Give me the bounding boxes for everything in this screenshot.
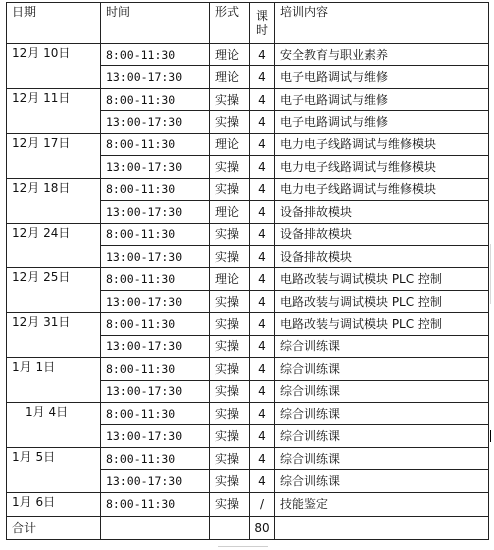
table-row bbox=[7, 178, 489, 200]
form-cell: 实操 bbox=[210, 245, 250, 267]
content-cell: 设备排故模块 bbox=[275, 201, 489, 223]
date-cell: 1月 4日 bbox=[7, 403, 101, 448]
time-cell: 13:00-17:30 bbox=[101, 470, 210, 492]
form-cell: 实操 bbox=[210, 492, 250, 516]
page-edge-mark-upper bbox=[490, 244, 491, 304]
table-row bbox=[7, 44, 489, 66]
hours-cell: / bbox=[250, 492, 275, 516]
hours-cell: 4 bbox=[250, 313, 275, 335]
content-cell: 电力电子线路调试与维修模块 bbox=[275, 156, 489, 178]
date-cell: 12月 25日 bbox=[7, 268, 101, 313]
hours-cell: 4 bbox=[250, 447, 275, 469]
total-content-empty bbox=[275, 517, 489, 539]
header-hours-line1: 课 bbox=[255, 9, 268, 23]
content-cell: 综合训练课 bbox=[275, 380, 489, 402]
time-cell: 13:00-17:30 bbox=[101, 380, 210, 402]
time-cell: 8:00-11:30 bbox=[101, 403, 210, 425]
time-cell: 8:00-11:30 bbox=[101, 178, 210, 200]
hours-cell: 4 bbox=[250, 44, 275, 66]
page-edge-line-bottom bbox=[218, 546, 268, 547]
training-schedule-table bbox=[6, 2, 489, 540]
form-cell: 实操 bbox=[210, 111, 250, 133]
form-cell: 理论 bbox=[210, 66, 250, 88]
form-cell: 理论 bbox=[210, 44, 250, 66]
date-cell: 1月 6日 bbox=[7, 492, 101, 516]
form-cell: 实操 bbox=[210, 223, 250, 245]
time-cell: 8:00-11:30 bbox=[101, 447, 210, 469]
form-cell: 实操 bbox=[210, 335, 250, 357]
hours-cell: 4 bbox=[250, 290, 275, 312]
date-cell: 12月 18日 bbox=[7, 178, 101, 223]
date-cell: 12月 10日 bbox=[7, 44, 101, 89]
content-cell: 综合训练课 bbox=[275, 447, 489, 469]
content-cell: 技能鉴定 bbox=[275, 492, 489, 516]
form-cell: 实操 bbox=[210, 290, 250, 312]
hours-cell: 4 bbox=[250, 88, 275, 110]
form-cell: 实操 bbox=[210, 403, 250, 425]
date-cell: 1月 1日 bbox=[7, 358, 101, 403]
time-cell: 8:00-11:30 bbox=[101, 358, 210, 380]
table-row bbox=[7, 403, 489, 425]
table-row bbox=[7, 268, 489, 290]
table-row bbox=[7, 358, 489, 380]
table-row bbox=[7, 133, 489, 155]
form-cell: 实操 bbox=[210, 88, 250, 110]
time-cell: 13:00-17:30 bbox=[101, 201, 210, 223]
time-cell: 8:00-11:30 bbox=[101, 133, 210, 155]
header-form: 形式 bbox=[210, 3, 250, 44]
content-cell: 电子电路调试与维修 bbox=[275, 66, 489, 88]
form-cell: 实操 bbox=[210, 470, 250, 492]
time-cell: 13:00-17:30 bbox=[101, 425, 210, 447]
content-cell: 电路改装与调试模块 PLC 控制 bbox=[275, 268, 489, 290]
content-cell: 综合训练课 bbox=[275, 403, 489, 425]
form-cell: 实操 bbox=[210, 380, 250, 402]
form-cell: 实操 bbox=[210, 156, 250, 178]
schedule-sheet bbox=[6, 2, 489, 540]
content-cell: 安全教育与职业素养 bbox=[275, 44, 489, 66]
time-cell: 8:00-11:30 bbox=[101, 268, 210, 290]
date-cell: 12月 24日 bbox=[7, 223, 101, 268]
hours-cell: 4 bbox=[250, 470, 275, 492]
time-cell: 13:00-17:30 bbox=[101, 156, 210, 178]
table-row bbox=[7, 447, 489, 469]
table-row bbox=[7, 223, 489, 245]
content-cell: 电力电子线路调试与维修模块 bbox=[275, 133, 489, 155]
time-cell: 13:00-17:30 bbox=[101, 290, 210, 312]
table-row bbox=[7, 88, 489, 110]
content-cell: 综合训练课 bbox=[275, 425, 489, 447]
content-cell: 电路改装与调试模块 PLC 控制 bbox=[275, 290, 489, 312]
date-cell: 12月 31日 bbox=[7, 313, 101, 358]
content-cell: 设备排故模块 bbox=[275, 223, 489, 245]
header-time: 时间 bbox=[101, 3, 210, 44]
content-cell: 综合训练课 bbox=[275, 358, 489, 380]
form-cell: 实操 bbox=[210, 358, 250, 380]
hours-cell: 4 bbox=[250, 380, 275, 402]
time-cell: 8:00-11:30 bbox=[101, 44, 210, 66]
form-cell: 实操 bbox=[210, 313, 250, 335]
header-date: 日期 bbox=[7, 3, 101, 44]
hours-cell: 4 bbox=[250, 403, 275, 425]
hours-cell: 4 bbox=[250, 335, 275, 357]
total-form-empty bbox=[210, 517, 250, 539]
form-cell: 理论 bbox=[210, 133, 250, 155]
table-row bbox=[7, 492, 489, 516]
hours-cell: 4 bbox=[250, 223, 275, 245]
time-cell: 13:00-17:30 bbox=[101, 335, 210, 357]
date-cell: 12月 17日 bbox=[7, 133, 101, 178]
hours-cell: 4 bbox=[250, 66, 275, 88]
table-row bbox=[7, 313, 489, 335]
hours-cell: 4 bbox=[250, 111, 275, 133]
header-content: 培训内容 bbox=[275, 3, 489, 44]
hours-cell: 4 bbox=[250, 178, 275, 200]
form-cell: 实操 bbox=[210, 178, 250, 200]
time-cell: 8:00-11:30 bbox=[101, 223, 210, 245]
header-row bbox=[7, 3, 489, 44]
content-cell: 设备排故模块 bbox=[275, 245, 489, 267]
content-cell: 电子电路调试与维修 bbox=[275, 111, 489, 133]
time-cell: 13:00-17:30 bbox=[101, 245, 210, 267]
header-hours bbox=[250, 3, 275, 44]
time-cell: 13:00-17:30 bbox=[101, 111, 210, 133]
time-cell: 8:00-11:30 bbox=[101, 492, 210, 516]
hours-cell: 4 bbox=[250, 358, 275, 380]
hours-cell: 4 bbox=[250, 133, 275, 155]
total-hours: 80 bbox=[250, 517, 275, 539]
form-cell: 实操 bbox=[210, 425, 250, 447]
content-cell: 电路改装与调试模块 PLC 控制 bbox=[275, 313, 489, 335]
total-time-empty bbox=[101, 517, 210, 539]
content-cell: 电力电子线路调试与维修模块 bbox=[275, 178, 489, 200]
header-hours-line2: 时 bbox=[255, 23, 268, 37]
hours-cell: 4 bbox=[250, 245, 275, 267]
form-cell: 实操 bbox=[210, 447, 250, 469]
time-cell: 8:00-11:30 bbox=[101, 313, 210, 335]
time-cell: 8:00-11:30 bbox=[101, 88, 210, 110]
content-cell: 综合训练课 bbox=[275, 335, 489, 357]
form-cell: 理论 bbox=[210, 268, 250, 290]
time-cell: 13:00-17:30 bbox=[101, 66, 210, 88]
hours-cell: 4 bbox=[250, 425, 275, 447]
page-edge-mark-lower bbox=[490, 430, 491, 442]
total-label: 合计 bbox=[7, 517, 101, 539]
total-row bbox=[7, 517, 489, 539]
form-cell: 理论 bbox=[210, 201, 250, 223]
content-cell: 电子电路调试与维修 bbox=[275, 88, 489, 110]
hours-cell: 4 bbox=[250, 268, 275, 290]
hours-cell: 4 bbox=[250, 156, 275, 178]
content-cell: 综合训练课 bbox=[275, 470, 489, 492]
date-cell: 1月 5日 bbox=[7, 447, 101, 492]
hours-cell: 4 bbox=[250, 201, 275, 223]
date-cell: 12月 11日 bbox=[7, 88, 101, 133]
